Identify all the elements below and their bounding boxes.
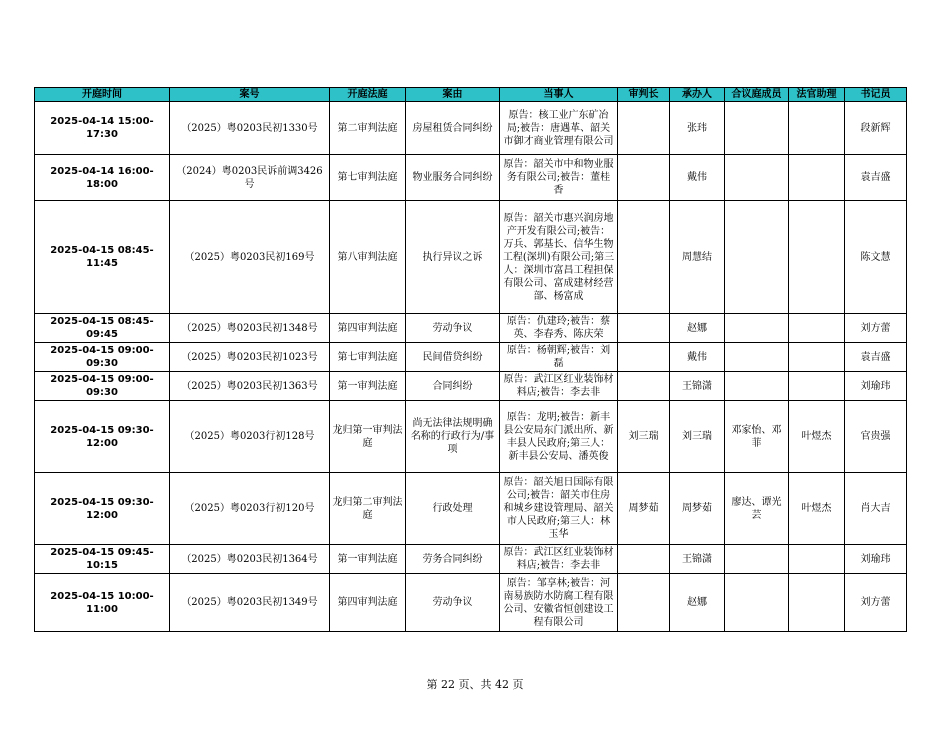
col-header-chief-judge: 审判长 bbox=[618, 88, 670, 102]
cell-panel bbox=[725, 102, 789, 155]
cell-court: 第一审判法庭 bbox=[330, 545, 406, 574]
cell-cause: 行政处理 bbox=[406, 473, 500, 545]
cell-chief-judge bbox=[618, 314, 670, 343]
cell-assistant bbox=[789, 574, 845, 632]
col-header-parties: 当事人 bbox=[500, 88, 618, 102]
cell-time: 2025-04-15 10:00-11:00 bbox=[35, 574, 170, 632]
cell-assistant bbox=[789, 102, 845, 155]
table-row bbox=[35, 473, 907, 545]
cell-case-no: （2025）粤0203行初120号 bbox=[170, 473, 330, 545]
cell-panel bbox=[725, 372, 789, 401]
col-header-panel: 合议庭成员 bbox=[725, 88, 789, 102]
cell-clerk: 刘方蕾 bbox=[845, 314, 907, 343]
cell-clerk: 刘瑜玮 bbox=[845, 545, 907, 574]
cell-time: 2025-04-14 16:00-18:00 bbox=[35, 155, 170, 201]
cell-parties: 原告：邹享林;被告：河南易族防水防腐工程有限公司、安徽省恒创建设工程有限公司 bbox=[500, 574, 618, 632]
cell-case-no: （2025）粤0203民初1349号 bbox=[170, 574, 330, 632]
cell-parties: 原告：韶关旭日国际有限公司;被告：韶关市住房和城乡建设管理局、韶关市人民政府;第三人：林玉华 bbox=[500, 473, 618, 545]
hearing-schedule-table bbox=[34, 87, 907, 632]
cell-parties: 原告：核工业广东矿冶局;被告：唐遇革、韶关市御才商业管理有限公司 bbox=[500, 102, 618, 155]
table-row bbox=[35, 545, 907, 574]
cell-time: 2025-04-15 08:45-09:45 bbox=[35, 314, 170, 343]
cell-assistant bbox=[789, 155, 845, 201]
table-row bbox=[35, 201, 907, 314]
cell-time: 2025-04-15 08:45-11:45 bbox=[35, 201, 170, 314]
cell-panel: 廖达、谭光芸 bbox=[725, 473, 789, 545]
cell-cause: 房屋租赁合同纠纷 bbox=[406, 102, 500, 155]
cell-handler: 张玮 bbox=[670, 102, 725, 155]
cell-clerk: 肖大吉 bbox=[845, 473, 907, 545]
table-row bbox=[35, 574, 907, 632]
cell-chief-judge bbox=[618, 102, 670, 155]
cell-handler: 王锦潇 bbox=[670, 372, 725, 401]
cell-time: 2025-04-15 09:45-10:15 bbox=[35, 545, 170, 574]
cell-parties: 原告：武江区红业装饰材料店;被告：李去非 bbox=[500, 372, 618, 401]
cell-panel: 邓家怡、邓菲 bbox=[725, 401, 789, 473]
cell-assistant bbox=[789, 343, 845, 372]
col-header-court: 开庭法庭 bbox=[330, 88, 406, 102]
cell-cause: 物业服务合同纠纷 bbox=[406, 155, 500, 201]
cell-parties: 原告：仇建玲;被告：蔡英、李春秀、陈庆荣 bbox=[500, 314, 618, 343]
cell-chief-judge bbox=[618, 545, 670, 574]
cell-court: 龙归第二审判法庭 bbox=[330, 473, 406, 545]
cell-handler: 周梦茹 bbox=[670, 473, 725, 545]
header-row bbox=[35, 88, 907, 102]
cell-court: 第四审判法庭 bbox=[330, 574, 406, 632]
cell-case-no: （2025）粤0203民初1348号 bbox=[170, 314, 330, 343]
table-row bbox=[35, 343, 907, 372]
cell-chief-judge bbox=[618, 372, 670, 401]
col-header-time: 开庭时间 bbox=[35, 88, 170, 102]
cell-time: 2025-04-14 15:00-17:30 bbox=[35, 102, 170, 155]
page-footer: 第 22 页、共 42 页 bbox=[426, 678, 524, 691]
cell-case-no: （2025）粤0203行初128号 bbox=[170, 401, 330, 473]
cell-chief-judge bbox=[618, 201, 670, 314]
cell-cause: 劳动争议 bbox=[406, 314, 500, 343]
cell-cause: 民间借贷纠纷 bbox=[406, 343, 500, 372]
cell-assistant bbox=[789, 201, 845, 314]
cell-case-no: （2024）粤0203民诉前调3426号 bbox=[170, 155, 330, 201]
table-row bbox=[35, 372, 907, 401]
cell-court: 第一审判法庭 bbox=[330, 372, 406, 401]
cell-chief-judge: 周梦茹 bbox=[618, 473, 670, 545]
cell-case-no: （2025）粤0203民初1023号 bbox=[170, 343, 330, 372]
cell-clerk: 段新辉 bbox=[845, 102, 907, 155]
cell-handler: 周慧结 bbox=[670, 201, 725, 314]
cell-time: 2025-04-15 09:30-12:00 bbox=[35, 401, 170, 473]
cell-time: 2025-04-15 09:30-12:00 bbox=[35, 473, 170, 545]
cell-case-no: （2025）粤0203民初1330号 bbox=[170, 102, 330, 155]
cell-court: 龙归第一审判法庭 bbox=[330, 401, 406, 473]
cell-court: 第七审判法庭 bbox=[330, 343, 406, 372]
cell-case-no: （2025）粤0203民初1364号 bbox=[170, 545, 330, 574]
table-row bbox=[35, 314, 907, 343]
cell-parties: 原告：武江区红业装饰材料店;被告：李去非 bbox=[500, 545, 618, 574]
cell-clerk: 刘方蕾 bbox=[845, 574, 907, 632]
cell-assistant: 叶煜杰 bbox=[789, 473, 845, 545]
cell-time: 2025-04-15 09:00-09:30 bbox=[35, 343, 170, 372]
cell-panel bbox=[725, 155, 789, 201]
cell-cause: 劳务合同纠纷 bbox=[406, 545, 500, 574]
cell-clerk: 刘瑜玮 bbox=[845, 372, 907, 401]
cell-handler: 赵娜 bbox=[670, 314, 725, 343]
cell-chief-judge bbox=[618, 574, 670, 632]
col-header-handler: 承办人 bbox=[670, 88, 725, 102]
cell-case-no: （2025）粤0203民初1363号 bbox=[170, 372, 330, 401]
cell-court: 第二审判法庭 bbox=[330, 102, 406, 155]
cell-time: 2025-04-15 09:00-09:30 bbox=[35, 372, 170, 401]
cell-handler: 戴伟 bbox=[670, 343, 725, 372]
cell-clerk: 袁吉盛 bbox=[845, 155, 907, 201]
cell-cause: 执行异议之诉 bbox=[406, 201, 500, 314]
cell-clerk: 袁吉盛 bbox=[845, 343, 907, 372]
cell-court: 第四审判法庭 bbox=[330, 314, 406, 343]
col-header-cause: 案由 bbox=[406, 88, 500, 102]
cell-cause: 尚无法律法规明确名称的行政行为/事项 bbox=[406, 401, 500, 473]
cell-chief-judge bbox=[618, 155, 670, 201]
col-header-clerk: 书记员 bbox=[845, 88, 907, 102]
cell-panel bbox=[725, 201, 789, 314]
cell-chief-judge: 刘三瑞 bbox=[618, 401, 670, 473]
cell-assistant: 叶煜杰 bbox=[789, 401, 845, 473]
cell-clerk: 官贵强 bbox=[845, 401, 907, 473]
cell-cause: 合同纠纷 bbox=[406, 372, 500, 401]
cell-panel bbox=[725, 343, 789, 372]
cell-assistant bbox=[789, 372, 845, 401]
cell-case-no: （2025）粤0203民初169号 bbox=[170, 201, 330, 314]
cell-chief-judge bbox=[618, 343, 670, 372]
cell-court: 第七审判法庭 bbox=[330, 155, 406, 201]
cell-parties: 原告：杨朝辉;被告：刘磊 bbox=[500, 343, 618, 372]
cell-assistant bbox=[789, 314, 845, 343]
cell-panel bbox=[725, 574, 789, 632]
cell-handler: 王锦潇 bbox=[670, 545, 725, 574]
col-header-case-no: 案号 bbox=[170, 88, 330, 102]
cell-court: 第八审判法庭 bbox=[330, 201, 406, 314]
cell-parties: 原告：韶关市中和物业服务有限公司;被告：董桂香 bbox=[500, 155, 618, 201]
table-row bbox=[35, 155, 907, 201]
cell-handler: 戴伟 bbox=[670, 155, 725, 201]
table-row bbox=[35, 401, 907, 473]
cell-panel bbox=[725, 314, 789, 343]
table-row bbox=[35, 102, 907, 155]
cell-parties: 原告：龙明;被告：新丰县公安局东门派出所、新丰县人民政府;第三人：新丰县公安局、潘英俊 bbox=[500, 401, 618, 473]
cell-panel bbox=[725, 545, 789, 574]
cell-parties: 原告：韶关市惠兴润房地产开发有限公司;被告：万兵、郭基长、信华生物工程(深圳)有限公司;第三人：深圳市富昌工程担保有限公司、富成建材经营部、杨富成 bbox=[500, 201, 618, 314]
col-header-assistant: 法官助理 bbox=[789, 88, 845, 102]
cell-assistant bbox=[789, 545, 845, 574]
cell-cause: 劳动争议 bbox=[406, 574, 500, 632]
cell-handler: 赵娜 bbox=[670, 574, 725, 632]
cell-clerk: 陈文慧 bbox=[845, 201, 907, 314]
cell-handler: 刘三瑞 bbox=[670, 401, 725, 473]
